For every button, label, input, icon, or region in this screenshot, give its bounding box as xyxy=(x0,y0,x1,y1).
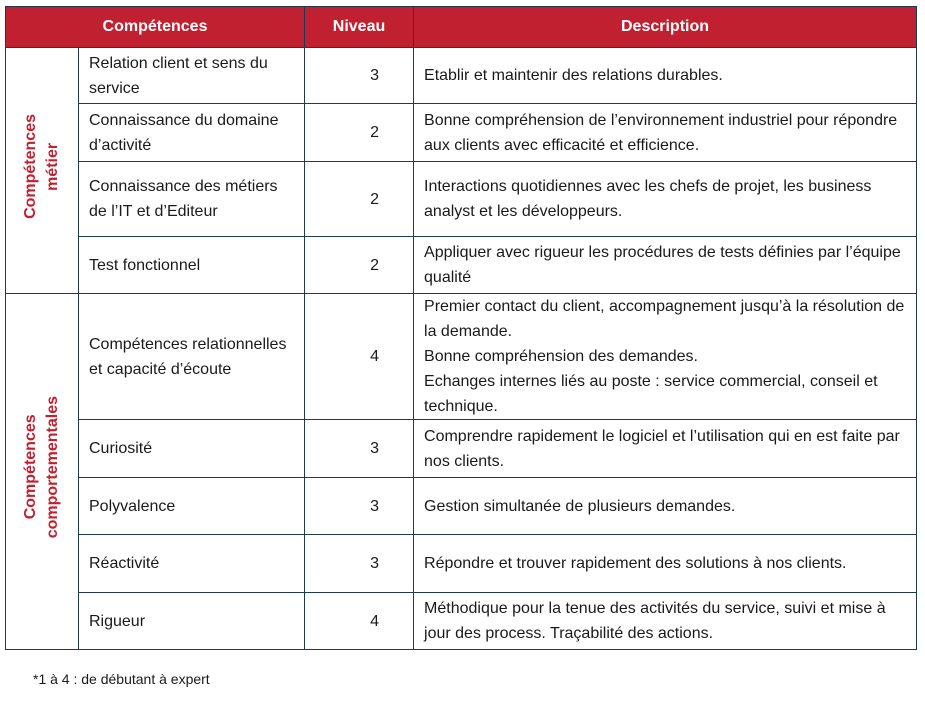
competence-cell: Polyvalence xyxy=(79,478,305,535)
description-cell: Appliquer avec rigueur les procédures de tests définies par l’équipe qualité xyxy=(414,237,917,294)
table-row xyxy=(6,478,917,535)
table-row xyxy=(6,593,917,650)
category-cell xyxy=(6,294,79,650)
category-label: Compétences comportementales xyxy=(22,396,61,539)
niveau-cell: 3 xyxy=(305,48,414,104)
header-description: Description xyxy=(414,7,917,48)
niveau-cell: 3 xyxy=(305,478,414,535)
header-competences: Compétences xyxy=(6,7,305,48)
niveau-cell: 2 xyxy=(305,162,414,237)
description-cell: Méthodique pour la tenue des activités du service, suivi et mise à jour des process. Traçabilité des actions. xyxy=(414,593,917,650)
competence-cell: Compétences relationnelles et capacité d’écoute xyxy=(79,294,305,420)
competence-cell: Relation client et sens du service xyxy=(79,48,305,104)
competence-cell: Connaissance des métiers de l’IT et d’Editeur xyxy=(79,162,305,237)
description-cell: Répondre et trouver rapidement des solutions à nos clients. xyxy=(414,535,917,593)
category-cell xyxy=(6,48,79,294)
description-cell: Interactions quotidiennes avec les chefs de projet, les business analyst et les développeurs. xyxy=(414,162,917,237)
category-label: Compétences métier xyxy=(22,114,61,219)
competence-cell: Réactivité xyxy=(79,535,305,593)
table-row xyxy=(6,535,917,593)
description-cell: Gestion simultanée de plusieurs demandes. xyxy=(414,478,917,535)
description-cell: Etablir et maintenir des relations durables. xyxy=(414,48,917,104)
competence-cell: Connaissance du domaine d’activité xyxy=(79,104,305,162)
table-row xyxy=(6,420,917,478)
header-niveau: Niveau xyxy=(305,7,414,48)
competence-cell: Curiosité xyxy=(79,420,305,478)
header-row xyxy=(6,7,917,48)
table-row xyxy=(6,48,917,104)
table-row xyxy=(6,104,917,162)
table-row xyxy=(6,162,917,237)
niveau-cell: 3 xyxy=(305,535,414,593)
niveau-cell: 4 xyxy=(305,294,414,420)
description-cell: Comprendre rapidement le logiciel et l’utilisation qui en est faite par nos clients. xyxy=(414,420,917,478)
niveau-cell: 4 xyxy=(305,593,414,650)
niveau-cell: 3 xyxy=(305,420,414,478)
description-cell: Premier contact du client, accompagnement jusqu’à la résolution de la demande. Bonne compréhension des demandes. Echanges internes liés au poste : service commercial, conseil et technique. xyxy=(414,294,917,420)
skills-table xyxy=(5,6,917,650)
competence-cell: Rigueur xyxy=(79,593,305,650)
description-cell: Bonne compréhension de l’environnement industriel pour répondre aux clients avec efficacité et efficience. xyxy=(414,104,917,162)
competence-cell: Test fonctionnel xyxy=(79,237,305,294)
niveau-cell: 2 xyxy=(305,237,414,294)
table-row xyxy=(6,237,917,294)
footnote: *1 à 4 : de débutant à expert xyxy=(33,671,210,687)
niveau-cell: 2 xyxy=(305,104,414,162)
table-row xyxy=(6,294,917,420)
